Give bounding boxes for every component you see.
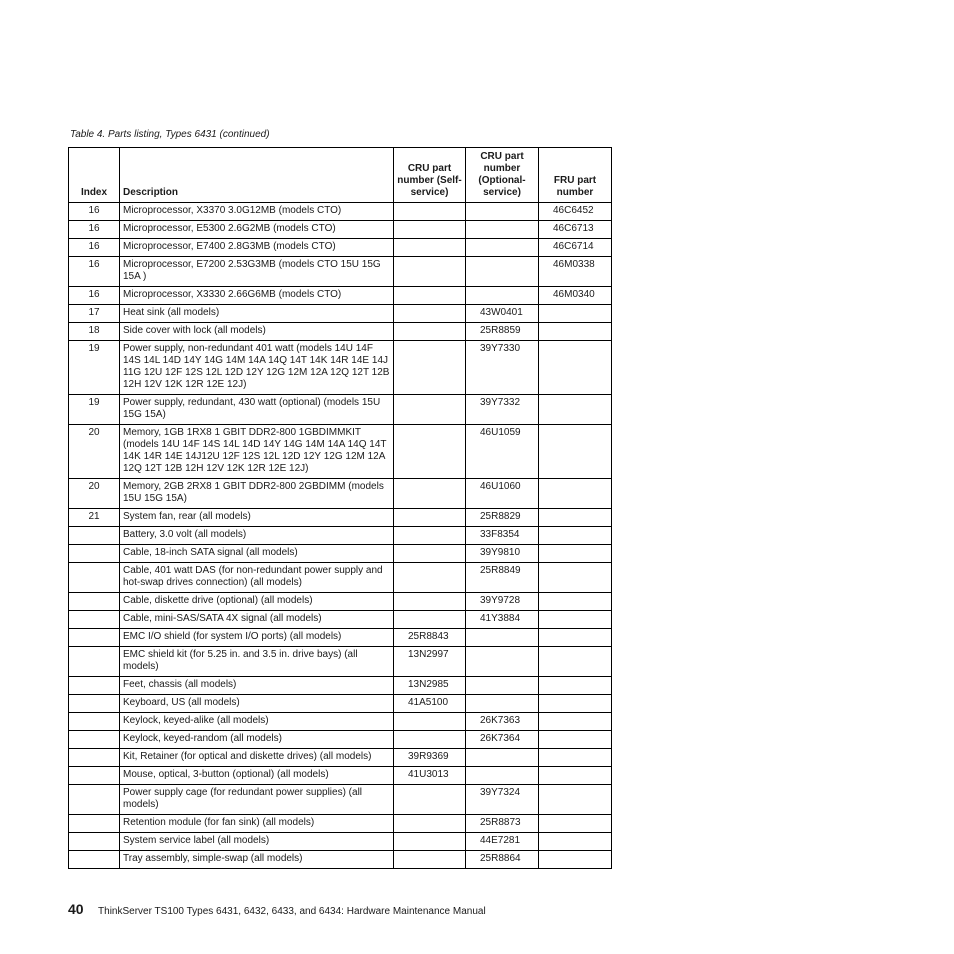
- cell-index: 19: [69, 395, 120, 425]
- cell-description: EMC shield kit (for 5.25 in. and 3.5 in. drive bays) (all models): [120, 647, 394, 677]
- cell-index: 17: [69, 305, 120, 323]
- cell-cru-optional-service: [466, 239, 539, 257]
- cell-description: Power supply, non-redundant 401 watt (models 14U 14F 14S 14L 14D 14Y 14G 14M 14A 14Q 14T 14K 14R 14E 14J 11G 12U 12F 12S 12L 12D 12Y 12G 12M 12A 12Q 12T 12B 12H 12V 12K 12R 12E 12J): [120, 341, 394, 395]
- cell-index: [69, 833, 120, 851]
- cell-index: [69, 785, 120, 815]
- cell-index: [69, 713, 120, 731]
- table-row: [69, 611, 612, 629]
- cell-fru: [539, 731, 612, 749]
- cell-cru-self-service: [394, 815, 466, 833]
- table-row: [69, 203, 612, 221]
- table-caption: Table 4. Parts listing, Types 6431 (continued): [70, 129, 270, 140]
- table-row: [69, 479, 612, 509]
- cell-cru-self-service: [394, 203, 466, 221]
- cell-cru-optional-service: 33F8354: [466, 527, 539, 545]
- cell-index: [69, 731, 120, 749]
- cell-cru-optional-service: [466, 221, 539, 239]
- table-row: [69, 305, 612, 323]
- cell-description: Keylock, keyed-alike (all models): [120, 713, 394, 731]
- cell-description: System fan, rear (all models): [120, 509, 394, 527]
- cell-cru-optional-service: 46U1060: [466, 479, 539, 509]
- cell-description: Microprocessor, E5300 2.6G2MB (models CTO): [120, 221, 394, 239]
- cell-description: Microprocessor, E7200 2.53G3MB (models CTO 15U 15G 15A ): [120, 257, 394, 287]
- cell-index: [69, 611, 120, 629]
- cell-cru-optional-service: 44E7281: [466, 833, 539, 851]
- cell-cru-optional-service: [466, 647, 539, 677]
- cell-description: Microprocessor, X3370 3.0G12MB (models CTO): [120, 203, 394, 221]
- cell-cru-self-service: 39R9369: [394, 749, 466, 767]
- cell-cru-self-service: 13N2997: [394, 647, 466, 677]
- cell-description: Cable, 401 watt DAS (for non-redundant power supply and hot-swap drives connection) (all models): [120, 563, 394, 593]
- cell-cru-self-service: [394, 563, 466, 593]
- header-index: Index: [69, 148, 120, 203]
- cell-cru-self-service: [394, 257, 466, 287]
- table-row: [69, 323, 612, 341]
- cell-cru-optional-service: 25R8829: [466, 509, 539, 527]
- cell-cru-self-service: [394, 479, 466, 509]
- cell-cru-self-service: 41U3013: [394, 767, 466, 785]
- cell-cru-self-service: [394, 341, 466, 395]
- cell-description: Microprocessor, E7400 2.8G3MB (models CTO): [120, 239, 394, 257]
- cell-fru: [539, 479, 612, 509]
- header-cru-optional-service: CRU part number (Optional-service): [466, 148, 539, 203]
- cell-index: 18: [69, 323, 120, 341]
- cell-description: Memory, 1GB 1RX8 1 GBIT DDR2-800 1GBDIMMKIT (models 14U 14F 14S 14L 14D 14Y 14G 14M 14A 14Q 14T 14K 14R 14E 14J12U 12F 12S 12L 12D 12Y 12G 12M 12A 12Q 12T 12B 12H 12V 12K 12R 12E 12J): [120, 425, 394, 479]
- cell-fru: [539, 527, 612, 545]
- table-row: [69, 341, 612, 395]
- table-row: [69, 647, 612, 677]
- cell-cru-self-service: 25R8843: [394, 629, 466, 647]
- header-cru-self-service: CRU part number (Self-service): [394, 148, 466, 203]
- cell-cru-self-service: 13N2985: [394, 677, 466, 695]
- table-row: [69, 593, 612, 611]
- table-row: [69, 767, 612, 785]
- cell-index: [69, 767, 120, 785]
- cell-cru-optional-service: 46U1059: [466, 425, 539, 479]
- cell-index: 21: [69, 509, 120, 527]
- cell-fru: [539, 323, 612, 341]
- cell-cru-optional-service: 39Y9810: [466, 545, 539, 563]
- cell-cru-self-service: [394, 395, 466, 425]
- cell-cru-self-service: [394, 239, 466, 257]
- cell-fru: [539, 395, 612, 425]
- cell-description: Memory, 2GB 2RX8 1 GBIT DDR2-800 2GBDIMM (models 15U 15G 15A): [120, 479, 394, 509]
- table-row: [69, 509, 612, 527]
- cell-index: [69, 749, 120, 767]
- cell-index: 16: [69, 257, 120, 287]
- cell-cru-optional-service: [466, 677, 539, 695]
- cell-description: Keylock, keyed-random (all models): [120, 731, 394, 749]
- cell-fru: [539, 629, 612, 647]
- cell-cru-self-service: [394, 851, 466, 869]
- header-description: Description: [120, 148, 394, 203]
- cell-cru-optional-service: 25R8859: [466, 323, 539, 341]
- cell-cru-optional-service: [466, 629, 539, 647]
- cell-fru: [539, 611, 612, 629]
- cell-fru: [539, 305, 612, 323]
- cell-cru-self-service: [394, 527, 466, 545]
- cell-index: [69, 629, 120, 647]
- cell-index: [69, 563, 120, 593]
- cell-description: Retention module (for fan sink) (all models): [120, 815, 394, 833]
- cell-description: Cable, 18-inch SATA signal (all models): [120, 545, 394, 563]
- cell-description: Cable, mini-SAS/SATA 4X signal (all models): [120, 611, 394, 629]
- cell-cru-optional-service: [466, 749, 539, 767]
- cell-fru: [539, 647, 612, 677]
- table-row: [69, 425, 612, 479]
- cell-index: 20: [69, 425, 120, 479]
- cell-cru-self-service: [394, 221, 466, 239]
- cell-cru-self-service: [394, 593, 466, 611]
- cell-cru-optional-service: 25R8864: [466, 851, 539, 869]
- table-row: [69, 395, 612, 425]
- cell-index: 16: [69, 287, 120, 305]
- cell-index: [69, 695, 120, 713]
- table-row: [69, 629, 612, 647]
- cell-fru: 46C6714: [539, 239, 612, 257]
- cell-fru: [539, 425, 612, 479]
- cell-cru-self-service: [394, 545, 466, 563]
- table-row: [69, 239, 612, 257]
- table-row: [69, 815, 612, 833]
- parts-table-body: [69, 203, 612, 869]
- cell-description: Mouse, optical, 3-button (optional) (all models): [120, 767, 394, 785]
- cell-description: Tray assembly, simple-swap (all models): [120, 851, 394, 869]
- table-row: [69, 287, 612, 305]
- cell-fru: [539, 851, 612, 869]
- cell-fru: [539, 341, 612, 395]
- cell-fru: 46C6452: [539, 203, 612, 221]
- cell-index: [69, 545, 120, 563]
- cell-cru-optional-service: 26K7363: [466, 713, 539, 731]
- cell-description: Keyboard, US (all models): [120, 695, 394, 713]
- cell-description: Microprocessor, X3330 2.66G6MB (models CTO): [120, 287, 394, 305]
- cell-description: Cable, diskette drive (optional) (all models): [120, 593, 394, 611]
- cell-index: [69, 815, 120, 833]
- table-row: [69, 749, 612, 767]
- cell-index: 20: [69, 479, 120, 509]
- table-row: [69, 563, 612, 593]
- cell-cru-optional-service: 39Y7324: [466, 785, 539, 815]
- parts-table: [68, 147, 612, 869]
- table-row: [69, 527, 612, 545]
- cell-cru-self-service: [394, 323, 466, 341]
- cell-cru-optional-service: 25R8873: [466, 815, 539, 833]
- table-row: [69, 833, 612, 851]
- cell-description: Power supply, redundant, 430 watt (optional) (models 15U 15G 15A): [120, 395, 394, 425]
- cell-description: Heat sink (all models): [120, 305, 394, 323]
- table-header-row: [69, 148, 612, 203]
- cell-cru-optional-service: [466, 287, 539, 305]
- cell-index: [69, 647, 120, 677]
- cell-index: 19: [69, 341, 120, 395]
- cell-cru-self-service: [394, 731, 466, 749]
- cell-cru-optional-service: [466, 767, 539, 785]
- cell-index: [69, 593, 120, 611]
- table-row: [69, 221, 612, 239]
- cell-fru: [539, 509, 612, 527]
- cell-fru: [539, 695, 612, 713]
- cell-index: 16: [69, 239, 120, 257]
- cell-index: [69, 677, 120, 695]
- cell-fru: [539, 767, 612, 785]
- cell-fru: [539, 563, 612, 593]
- cell-fru: [539, 713, 612, 731]
- cell-description: EMC I/O shield (for system I/O ports) (all models): [120, 629, 394, 647]
- cell-description: Kit, Retainer (for optical and diskette drives) (all models): [120, 749, 394, 767]
- cell-cru-self-service: [394, 713, 466, 731]
- cell-cru-self-service: [394, 287, 466, 305]
- cell-cru-optional-service: 39Y9728: [466, 593, 539, 611]
- page-number: 40: [68, 901, 84, 917]
- cell-cru-optional-service: 41Y3884: [466, 611, 539, 629]
- cell-cru-self-service: [394, 833, 466, 851]
- cell-fru: [539, 545, 612, 563]
- table-row: [69, 695, 612, 713]
- cell-index: 16: [69, 221, 120, 239]
- table-row: [69, 785, 612, 815]
- table-row: [69, 731, 612, 749]
- cell-description: Battery, 3.0 volt (all models): [120, 527, 394, 545]
- cell-fru: [539, 785, 612, 815]
- cell-fru: [539, 593, 612, 611]
- cell-index: [69, 527, 120, 545]
- cell-fru: 46M0340: [539, 287, 612, 305]
- cell-cru-self-service: [394, 785, 466, 815]
- cell-cru-optional-service: 25R8849: [466, 563, 539, 593]
- table-row: [69, 545, 612, 563]
- table-row: [69, 851, 612, 869]
- cell-cru-self-service: [394, 509, 466, 527]
- header-fru: FRU part number: [539, 148, 612, 203]
- cell-cru-self-service: [394, 425, 466, 479]
- page-footer: [68, 901, 486, 919]
- cell-fru: [539, 749, 612, 767]
- cell-fru: [539, 677, 612, 695]
- cell-cru-optional-service: 39Y7330: [466, 341, 539, 395]
- cell-fru: 46C6713: [539, 221, 612, 239]
- table-row: [69, 713, 612, 731]
- cell-cru-optional-service: 43W0401: [466, 305, 539, 323]
- cell-cru-optional-service: [466, 203, 539, 221]
- table-row: [69, 677, 612, 695]
- cell-cru-optional-service: [466, 257, 539, 287]
- cell-description: System service label (all models): [120, 833, 394, 851]
- table-row: [69, 257, 612, 287]
- cell-description: Power supply cage (for redundant power supplies) (all models): [120, 785, 394, 815]
- cell-description: Side cover with lock (all models): [120, 323, 394, 341]
- cell-cru-optional-service: 26K7364: [466, 731, 539, 749]
- cell-cru-self-service: [394, 305, 466, 323]
- footer-text: ThinkServer TS100 Types 6431, 6432, 6433, and 6434: Hardware Maintenance Manual: [98, 906, 486, 917]
- cell-fru: 46M0338: [539, 257, 612, 287]
- cell-description: Feet, chassis (all models): [120, 677, 394, 695]
- cell-index: [69, 851, 120, 869]
- cell-cru-optional-service: [466, 695, 539, 713]
- cell-index: 16: [69, 203, 120, 221]
- cell-fru: [539, 833, 612, 851]
- cell-cru-optional-service: 39Y7332: [466, 395, 539, 425]
- cell-cru-self-service: [394, 611, 466, 629]
- cell-fru: [539, 815, 612, 833]
- cell-cru-self-service: 41A5100: [394, 695, 466, 713]
